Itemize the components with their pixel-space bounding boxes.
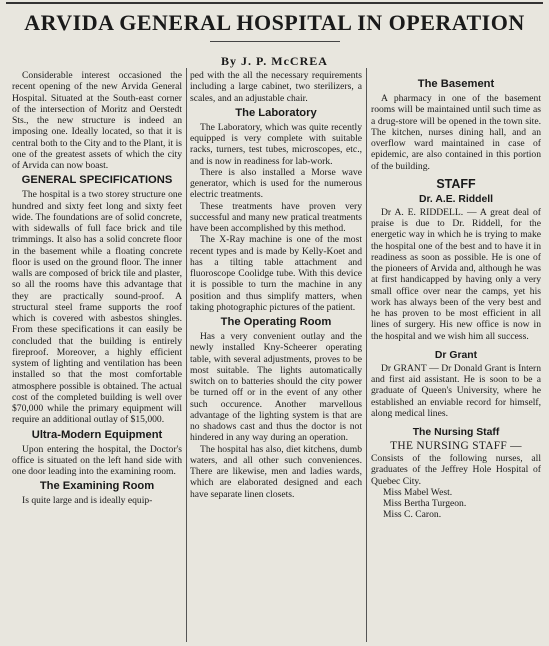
equipment-paragraph: Upon entering the hospital, the Doctor's office is situated on the left hand side with one door leading into the examining room. bbox=[12, 443, 182, 477]
nurse-list bbox=[371, 487, 541, 521]
headline-underline bbox=[210, 41, 340, 42]
operating-paragraph: Has a very convenient outlay and the newly installed Kny-Scheerer operating table, with several adjustments, proves to be most suitable. The lights automatically switch on to batteries should the city power be turned off or in the event of any other such occurence. Another marvellous advantage of the lighting system is that are no shadows cast and thus the doctor is not hindered in any way during an operation. bbox=[190, 331, 362, 444]
column-divider bbox=[186, 68, 187, 642]
specifications-paragraph: The hospital is a two storey structure one hundred and sixty feet long and sixty feet wide. The foundations are of solid concrete, with sidewalls of full face brick and tile trimmings. It also has a solid concrete floor in the basement while a floating concrete floor is used on the ground floor. The inner walls are composed of brick tile and plaster, so all the rooms have this advantage that they are practically sound-proof. A structural steel frame supports the roof which is covered with asbestos shingles. From these specifications it can easily be concluded that the building is entirely fireproof. Moreover, a highly efficient system of lighting and ventilation has been installed so that the most comfortable atmosphere possible is obtained. The actual cost of the completed building is well over $70,000 while the primary equipment will require an additional outlay of $15,000. bbox=[12, 189, 182, 426]
basement-paragraph: A pharmacy in one of the basement rooms will be maintained until such time as a drug-store will be opened in the town site. The kitchen, nurses dining hall, and an overflow ward maintained in case of epidemic, are also contained in this portion of the building. bbox=[371, 93, 541, 172]
laboratory-paragraph: These treatments have proven very successful and many new pratical treatments have been accomplished by this method. bbox=[190, 200, 362, 234]
nurse-name: Miss Bertha Turgeon. bbox=[383, 498, 467, 509]
column-1 bbox=[12, 70, 182, 642]
byline: By J. P. McCREA bbox=[221, 54, 328, 68]
staff-heading: STAFF bbox=[436, 176, 476, 191]
laboratory-paragraph: There is also installed a Morse wave generator, which is used for the numerous electric treatments. bbox=[190, 166, 362, 201]
examining-continued: ped with the all the necessary requirements including a large cabinet, two sterilizers, a scales, and an adjustable chair. bbox=[190, 70, 362, 104]
nursing-paragraph: Consists of the following nurses, all graduates of the Jeffrey Hole Hospital of Quebec City. bbox=[371, 453, 541, 487]
intro-paragraph: Considerable interest occasioned the recent opening of the new Arvida General Hospital. Situated at the South-east corner of the intersection of Moritz and Oerstedt Sts., the new structure is indeed an imposing one. Ideally located, so that it is central both to the City and to the Plant, it is one of the greatest assets of which the city of Arvida can now boast. bbox=[12, 70, 182, 171]
section-heading: Ultra-Modern Equipment bbox=[31, 428, 163, 441]
nurse-name: Miss Mabel West. bbox=[383, 486, 453, 498]
column-2 bbox=[190, 70, 362, 642]
subsection-heading: Dr. A.E. Riddell bbox=[418, 193, 494, 205]
xray-paragraph: The X-Ray machine is one of the most recent types and is made by Kelly-Koet and has a tilting table attachment and fluoroscope Coolidge tube. With this device it is possible to turn the machine in any position and thus simplify matters, when taking photographic pictures of the patient. bbox=[190, 234, 362, 313]
subsection-heading: The Nursing Staff bbox=[412, 427, 500, 438]
headline: ARVIDA GENERAL HOSPITAL IN OPERATION bbox=[24, 10, 525, 35]
nurse-name: Miss C. Caron. bbox=[383, 509, 442, 521]
section-heading: The Operating Room bbox=[220, 316, 332, 328]
top-rule bbox=[6, 2, 543, 4]
column-divider bbox=[366, 68, 367, 642]
section-heading: The Laboratory bbox=[235, 106, 317, 119]
conveniences-paragraph: The hospital has also, diet kitchens, dumb waters, and all other such conveniences. There are likewise, men and ladies wards, which are elaborated designed and each have separate linen closets. bbox=[190, 443, 362, 500]
riddell-paragraph: Dr A. E. RIDDELL. — A great deal of praise is due to Dr. Riddell, for the energetic way in which he is trying to make the hospital one of the best and to have it in readiness as soon as possible. He is one of the pioneers of Arvida and, although he was at first handicapped by having only a very small office over near the camps, yet his work has always been of the very best and he has proven to be most efficient in all lines of surgery. His new office is now in the hospital and we wish him all success. bbox=[371, 206, 541, 342]
subsection-heading: Dr Grant bbox=[434, 349, 478, 361]
examining-paragraph: Is quite large and is ideally equip- bbox=[22, 495, 153, 507]
laboratory-paragraph: The Laboratory, which was quite recently equipped is very complete with suitable racks, turners, test tubes, microscopes, etc., and is now in readiness for lab-work. bbox=[190, 121, 362, 167]
grant-paragraph: Dr GRANT — Dr Donald Grant is Intern and first aid assistant. He is soon to be a graduate of Queen's University, where he established an enviable record for himself, along medical lines. bbox=[371, 362, 541, 419]
section-heading: GENERAL SPECIFICATIONS bbox=[21, 174, 173, 187]
nursing-staff-caps: THE NURSING STAFF — bbox=[390, 440, 522, 452]
section-heading: The Examining Room bbox=[39, 480, 155, 493]
column-3 bbox=[371, 70, 541, 642]
section-heading: The Basement bbox=[417, 78, 495, 90]
